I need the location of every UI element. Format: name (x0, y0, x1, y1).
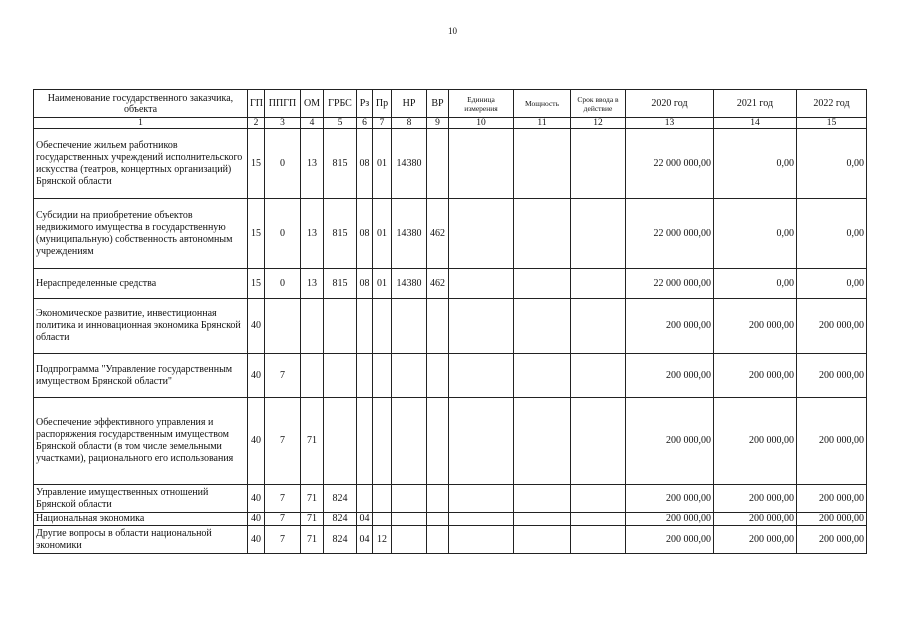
cell-term (571, 398, 626, 485)
cell-pr (373, 513, 392, 526)
cell-gp: 40 (248, 354, 265, 398)
cell-capacity (514, 398, 571, 485)
cell-unit (449, 485, 514, 513)
cell-y2020: 22 000 000,00 (626, 269, 714, 299)
cell-ppgp: 7 (265, 485, 301, 513)
cell-grbs: 815 (324, 199, 357, 269)
table-row (34, 513, 867, 526)
cell-rz (357, 485, 373, 513)
cell-nr: 14380 (392, 199, 427, 269)
column-number: 1 (34, 118, 248, 129)
cell-name: Подпрограмма "Управление государственным имуществом Брянской области" (34, 354, 248, 398)
column-number: 9 (427, 118, 449, 129)
cell-nr (392, 398, 427, 485)
cell-capacity (514, 354, 571, 398)
cell-grbs: 815 (324, 269, 357, 299)
cell-pr: 01 (373, 129, 392, 199)
cell-ppgp: 7 (265, 398, 301, 485)
cell-gp: 40 (248, 485, 265, 513)
column-number: 11 (514, 118, 571, 129)
column-number: 14 (714, 118, 797, 129)
cell-unit (449, 398, 514, 485)
page-number: 10 (448, 26, 457, 36)
column-number: 13 (626, 118, 714, 129)
header-name: Наименование государственного заказчика, объекта (34, 90, 248, 118)
budget-table (33, 89, 867, 554)
cell-nr (392, 526, 427, 554)
cell-y2021: 200 000,00 (714, 513, 797, 526)
cell-nr (392, 354, 427, 398)
header-grbs: ГРБС (324, 90, 357, 118)
cell-y2020: 200 000,00 (626, 354, 714, 398)
header-pr: Пр (373, 90, 392, 118)
cell-name: Управление имущественных отношений Брянской области (34, 485, 248, 513)
table-row (34, 269, 867, 299)
cell-y2021: 200 000,00 (714, 299, 797, 354)
cell-term (571, 513, 626, 526)
cell-om: 13 (301, 199, 324, 269)
cell-y2021: 200 000,00 (714, 526, 797, 554)
table-row (34, 299, 867, 354)
cell-ppgp: 0 (265, 199, 301, 269)
cell-y2022: 200 000,00 (797, 299, 867, 354)
column-number: 12 (571, 118, 626, 129)
header-om: ОМ (301, 90, 324, 118)
cell-nr: 14380 (392, 269, 427, 299)
cell-grbs (324, 398, 357, 485)
cell-om (301, 354, 324, 398)
header-term: Срок ввода в действие (571, 90, 626, 118)
cell-y2020: 200 000,00 (626, 513, 714, 526)
cell-y2022: 200 000,00 (797, 513, 867, 526)
table-row (34, 398, 867, 485)
cell-ppgp: 0 (265, 129, 301, 199)
cell-om: 13 (301, 269, 324, 299)
cell-vr: 462 (427, 269, 449, 299)
table-row (34, 199, 867, 269)
cell-unit (449, 199, 514, 269)
cell-vr (427, 129, 449, 199)
cell-om: 71 (301, 526, 324, 554)
column-number: 15 (797, 118, 867, 129)
cell-om: 71 (301, 513, 324, 526)
cell-name: Другие вопросы в области национальной экономики (34, 526, 248, 554)
cell-y2020: 200 000,00 (626, 398, 714, 485)
cell-grbs (324, 299, 357, 354)
cell-vr (427, 526, 449, 554)
cell-name: Национальная экономика (34, 513, 248, 526)
cell-gp: 40 (248, 513, 265, 526)
cell-unit (449, 269, 514, 299)
cell-term (571, 299, 626, 354)
cell-ppgp (265, 299, 301, 354)
cell-rz: 04 (357, 513, 373, 526)
column-number-row (34, 118, 867, 129)
cell-capacity (514, 269, 571, 299)
cell-term (571, 199, 626, 269)
cell-vr: 462 (427, 199, 449, 269)
cell-y2022: 200 000,00 (797, 398, 867, 485)
header-unit: Единица измерения (449, 90, 514, 118)
cell-om (301, 299, 324, 354)
cell-gp: 15 (248, 199, 265, 269)
table-row (34, 129, 867, 199)
cell-gp: 40 (248, 526, 265, 554)
cell-om: 71 (301, 485, 324, 513)
cell-y2021: 200 000,00 (714, 354, 797, 398)
cell-nr (392, 513, 427, 526)
column-number: 5 (324, 118, 357, 129)
cell-name: Нераспределенные средства (34, 269, 248, 299)
cell-ppgp: 7 (265, 513, 301, 526)
cell-capacity (514, 199, 571, 269)
cell-rz (357, 398, 373, 485)
cell-y2021: 0,00 (714, 199, 797, 269)
cell-ppgp: 7 (265, 354, 301, 398)
cell-rz: 08 (357, 199, 373, 269)
cell-rz: 08 (357, 129, 373, 199)
cell-capacity (514, 526, 571, 554)
cell-y2020: 200 000,00 (626, 485, 714, 513)
cell-term (571, 269, 626, 299)
cell-rz (357, 299, 373, 354)
cell-unit (449, 354, 514, 398)
cell-vr (427, 513, 449, 526)
cell-gp: 15 (248, 269, 265, 299)
cell-ppgp: 0 (265, 269, 301, 299)
cell-name: Субсидии на приобретение объектов недвижимого имущества в государственную (муниципальную) собственность автономным учреждениям (34, 199, 248, 269)
cell-y2022: 0,00 (797, 199, 867, 269)
cell-nr: 14380 (392, 129, 427, 199)
cell-y2022: 200 000,00 (797, 526, 867, 554)
column-number: 4 (301, 118, 324, 129)
table-header-row (34, 90, 867, 118)
column-number: 8 (392, 118, 427, 129)
column-number: 7 (373, 118, 392, 129)
cell-y2021: 0,00 (714, 129, 797, 199)
cell-pr (373, 354, 392, 398)
cell-om: 13 (301, 129, 324, 199)
header-nr: НР (392, 90, 427, 118)
cell-rz: 04 (357, 526, 373, 554)
cell-vr (427, 398, 449, 485)
header-ppgp: ППГП (265, 90, 301, 118)
cell-y2020: 200 000,00 (626, 299, 714, 354)
cell-name: Обеспечение эффективного управления и распоряжения государственным имуществом Брянской области (в том числе земельными участками), рационального его использования (34, 398, 248, 485)
header-2020: 2020 год (626, 90, 714, 118)
cell-y2021: 0,00 (714, 269, 797, 299)
cell-y2021: 200 000,00 (714, 398, 797, 485)
cell-pr (373, 485, 392, 513)
header-capacity: Мощность (514, 90, 571, 118)
cell-pr: 01 (373, 269, 392, 299)
header-2022: 2022 год (797, 90, 867, 118)
cell-gp: 40 (248, 398, 265, 485)
cell-rz: 08 (357, 269, 373, 299)
cell-pr: 01 (373, 199, 392, 269)
cell-gp: 40 (248, 299, 265, 354)
table-row (34, 354, 867, 398)
cell-vr (427, 485, 449, 513)
column-number: 10 (449, 118, 514, 129)
cell-vr (427, 354, 449, 398)
cell-term (571, 526, 626, 554)
cell-y2020: 200 000,00 (626, 526, 714, 554)
cell-y2022: 200 000,00 (797, 354, 867, 398)
column-number: 2 (248, 118, 265, 129)
cell-grbs: 824 (324, 485, 357, 513)
header-gp: ГП (248, 90, 265, 118)
cell-y2021: 200 000,00 (714, 485, 797, 513)
cell-capacity (514, 129, 571, 199)
cell-y2020: 22 000 000,00 (626, 129, 714, 199)
cell-vr (427, 299, 449, 354)
cell-pr: 12 (373, 526, 392, 554)
column-number: 3 (265, 118, 301, 129)
header-rz: Рз (357, 90, 373, 118)
cell-rz (357, 354, 373, 398)
cell-pr (373, 398, 392, 485)
cell-y2022: 200 000,00 (797, 485, 867, 513)
cell-y2022: 0,00 (797, 269, 867, 299)
cell-unit (449, 526, 514, 554)
cell-capacity (514, 485, 571, 513)
cell-y2020: 22 000 000,00 (626, 199, 714, 269)
cell-grbs (324, 354, 357, 398)
column-number: 6 (357, 118, 373, 129)
cell-capacity (514, 299, 571, 354)
cell-ppgp: 7 (265, 526, 301, 554)
cell-name: Экономическое развитие, инвестиционная политика и инновационная экономика Брянской области (34, 299, 248, 354)
table-row (34, 485, 867, 513)
cell-unit (449, 299, 514, 354)
cell-nr (392, 299, 427, 354)
cell-term (571, 485, 626, 513)
cell-grbs: 824 (324, 526, 357, 554)
cell-nr (392, 485, 427, 513)
cell-om: 71 (301, 398, 324, 485)
cell-unit (449, 513, 514, 526)
header-vr: ВР (427, 90, 449, 118)
table-row (34, 526, 867, 554)
cell-y2022: 0,00 (797, 129, 867, 199)
cell-pr (373, 299, 392, 354)
cell-name: Обеспечение жильем работников государственных учреждений исполнительского искусства (театров, концертных организаций) Брянской области (34, 129, 248, 199)
cell-term (571, 129, 626, 199)
header-2021: 2021 год (714, 90, 797, 118)
cell-grbs: 824 (324, 513, 357, 526)
cell-grbs: 815 (324, 129, 357, 199)
cell-term (571, 354, 626, 398)
cell-gp: 15 (248, 129, 265, 199)
cell-unit (449, 129, 514, 199)
cell-capacity (514, 513, 571, 526)
